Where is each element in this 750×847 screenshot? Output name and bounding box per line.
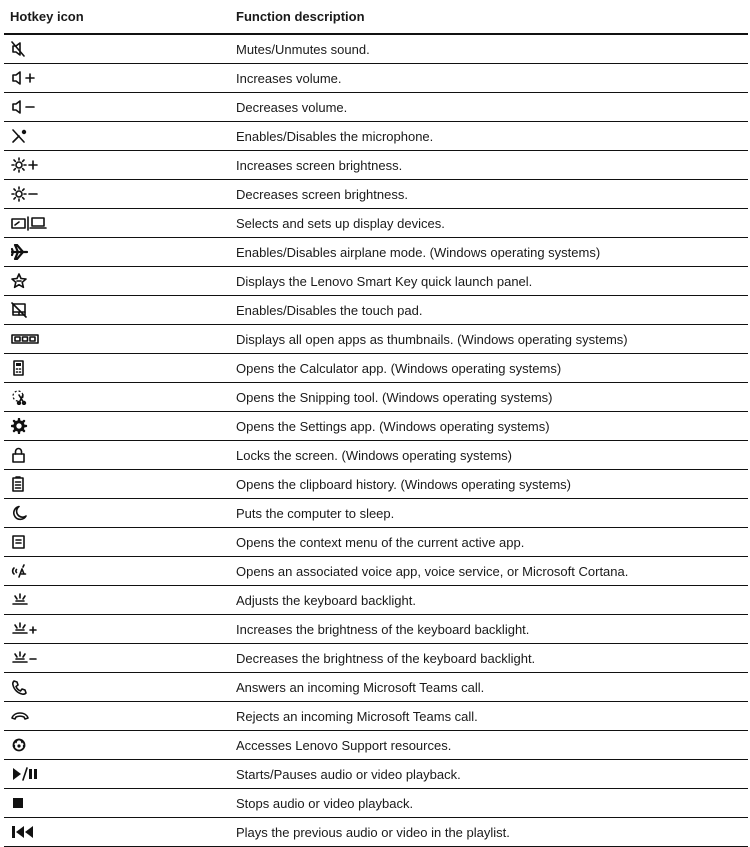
header-function-description: Function description xyxy=(230,0,748,34)
phone-hangup-icon xyxy=(11,708,230,724)
function-description: Opens the clipboard history. (Windows operating systems) xyxy=(230,470,748,499)
table-row xyxy=(4,557,748,586)
table-row xyxy=(4,441,748,470)
table-row xyxy=(4,731,748,760)
hotkey-icon-cell xyxy=(4,325,230,354)
table-row xyxy=(4,412,748,441)
hotkey-icon-cell xyxy=(4,673,230,702)
airplane-icon xyxy=(11,244,230,260)
hotkey-icon-cell xyxy=(4,151,230,180)
table-row xyxy=(4,818,748,847)
function-description: Opens the Calculator app. (Windows operating systems) xyxy=(230,354,748,383)
function-description: Accesses Lenovo Support resources. xyxy=(230,731,748,760)
phone-answer-icon xyxy=(11,679,230,695)
function-description: Mutes/Unmutes sound. xyxy=(230,34,748,64)
table-row xyxy=(4,64,748,93)
volume-up-icon xyxy=(11,70,230,86)
keyboard-backlight-icon xyxy=(11,592,230,608)
clipboard-icon xyxy=(11,476,230,492)
hotkey-icon-cell xyxy=(4,93,230,122)
function-description: Stops audio or video playback. xyxy=(230,789,748,818)
hotkey-icon-cell xyxy=(4,470,230,499)
hotkey-icon-cell xyxy=(4,296,230,325)
table-row xyxy=(4,760,748,789)
hotkey-table-container xyxy=(4,0,748,847)
table-row xyxy=(4,586,748,615)
function-description: Displays all open apps as thumbnails. (Windows operating systems) xyxy=(230,325,748,354)
microphone-mute-icon xyxy=(11,128,230,144)
hotkey-icon-cell xyxy=(4,557,230,586)
hotkey-icon-cell xyxy=(4,383,230,412)
function-description: Answers an incoming Microsoft Teams call. xyxy=(230,673,748,702)
table-row xyxy=(4,789,748,818)
hotkey-icon-cell xyxy=(4,209,230,238)
hotkey-icon-cell xyxy=(4,615,230,644)
stop-icon xyxy=(11,795,230,811)
function-description: Displays the Lenovo Smart Key quick launch panel. xyxy=(230,267,748,296)
hotkey-table xyxy=(4,0,748,847)
keyboard-backlight-up-icon xyxy=(11,621,230,637)
function-description: Starts/Pauses audio or video playback. xyxy=(230,760,748,789)
table-row xyxy=(4,34,748,64)
table-row xyxy=(4,528,748,557)
volume-down-icon xyxy=(11,99,230,115)
brightness-up-icon xyxy=(11,157,230,173)
display-switch-icon xyxy=(11,215,230,231)
function-description: Increases screen brightness. xyxy=(230,151,748,180)
table-row xyxy=(4,325,748,354)
lock-icon xyxy=(11,447,230,463)
task-view-icon xyxy=(11,331,230,347)
function-description: Decreases screen brightness. xyxy=(230,180,748,209)
table-row xyxy=(4,470,748,499)
table-row xyxy=(4,267,748,296)
table-row xyxy=(4,180,748,209)
table-row xyxy=(4,238,748,267)
hotkey-icon-cell xyxy=(4,760,230,789)
calculator-icon xyxy=(11,360,230,376)
smart-key-star-icon xyxy=(11,273,230,289)
function-description: Decreases the brightness of the keyboard backlight. xyxy=(230,644,748,673)
function-description: Puts the computer to sleep. xyxy=(230,499,748,528)
function-description: Increases the brightness of the keyboard backlight. xyxy=(230,615,748,644)
hotkey-icon-cell xyxy=(4,644,230,673)
function-description: Enables/Disables the touch pad. xyxy=(230,296,748,325)
hotkey-icon-cell xyxy=(4,789,230,818)
hotkey-icon-cell xyxy=(4,412,230,441)
function-description: Rejects an incoming Microsoft Teams call. xyxy=(230,702,748,731)
table-header-row xyxy=(4,0,748,34)
table-row xyxy=(4,122,748,151)
hotkey-icon-cell xyxy=(4,499,230,528)
function-description: Enables/Disables airplane mode. (Windows operating systems) xyxy=(230,238,748,267)
speaker-mute-icon xyxy=(11,41,230,57)
hotkey-icon-cell xyxy=(4,34,230,64)
table-row xyxy=(4,383,748,412)
hotkey-icon-cell xyxy=(4,122,230,151)
function-description: Selects and sets up display devices. xyxy=(230,209,748,238)
table-row xyxy=(4,644,748,673)
hotkey-icon-cell xyxy=(4,267,230,296)
previous-track-icon xyxy=(11,824,230,840)
hotkey-icon-cell xyxy=(4,731,230,760)
snipping-tool-icon xyxy=(11,389,230,405)
hotkey-icon-cell xyxy=(4,238,230,267)
function-description: Opens the context menu of the current active app. xyxy=(230,528,748,557)
function-description: Locks the screen. (Windows operating systems) xyxy=(230,441,748,470)
voice-assistant-icon xyxy=(11,563,230,579)
table-row xyxy=(4,151,748,180)
context-menu-icon xyxy=(11,534,230,550)
function-description: Increases volume. xyxy=(230,64,748,93)
header-hotkey-icon: Hotkey icon xyxy=(4,0,230,34)
touchpad-disable-icon xyxy=(11,302,230,318)
function-description: Opens the Snipping tool. (Windows operating systems) xyxy=(230,383,748,412)
hotkey-icon-cell xyxy=(4,702,230,731)
settings-gear-icon xyxy=(11,418,230,434)
table-row xyxy=(4,296,748,325)
table-row xyxy=(4,354,748,383)
table-row xyxy=(4,93,748,122)
table-row xyxy=(4,615,748,644)
function-description: Enables/Disables the microphone. xyxy=(230,122,748,151)
hotkey-icon-cell xyxy=(4,64,230,93)
function-description: Adjusts the keyboard backlight. xyxy=(230,586,748,615)
sleep-moon-icon xyxy=(11,505,230,521)
hotkey-icon-cell xyxy=(4,441,230,470)
table-row xyxy=(4,702,748,731)
keyboard-backlight-down-icon xyxy=(11,650,230,666)
function-description: Opens the Settings app. (Windows operating systems) xyxy=(230,412,748,441)
hotkey-icon-cell xyxy=(4,354,230,383)
function-description: Decreases volume. xyxy=(230,93,748,122)
hotkey-icon-cell xyxy=(4,180,230,209)
hotkey-icon-cell xyxy=(4,528,230,557)
hotkey-icon-cell xyxy=(4,586,230,615)
table-row xyxy=(4,673,748,702)
brightness-down-icon xyxy=(11,186,230,202)
hotkey-icon-cell xyxy=(4,818,230,847)
lenovo-support-icon xyxy=(11,737,230,753)
function-description: Opens an associated voice app, voice service, or Microsoft Cortana. xyxy=(230,557,748,586)
table-row xyxy=(4,209,748,238)
play-pause-icon xyxy=(11,766,230,782)
function-description: Plays the previous audio or video in the playlist. xyxy=(230,818,748,847)
table-row xyxy=(4,499,748,528)
